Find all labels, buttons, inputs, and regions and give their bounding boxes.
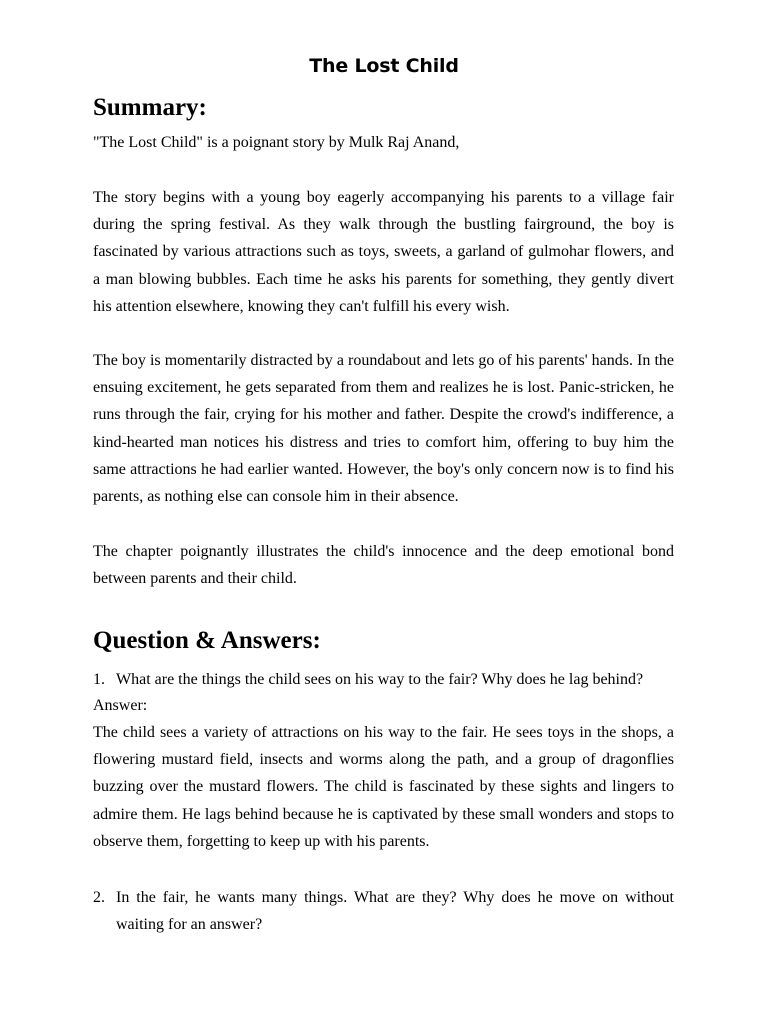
summary-intro: "The Lost Child" is a poignant story by Mulk Raj Anand, [93, 134, 460, 151]
question-number: 1. [93, 671, 105, 688]
summary-heading: Summary: [93, 94, 207, 121]
question-text: What are the things the child sees on his way to the fair? Why does he lag behind? [116, 671, 644, 688]
answer-label: Answer: [93, 697, 148, 714]
summary-paragraph-3: The chapter poignantly illustrates the child's innocence and the deep emotional bond between parents and their child. [93, 543, 674, 588]
summary-paragraph-1: The story begins with a young boy eagerly accompanying his parents to a village fair during the spring festival. As they walk through the bustling fairground, the boy is fascinated by various attractions such as toys, sweets, a garland of gulmohar flowers, and a man blowing bubbles. Each time he asks his parents for something, they gently divert his attention elsewhere, knowing they can't fulfill his every wish. [93, 189, 674, 315]
question-2 [93, 884, 674, 938]
question-1 [93, 666, 674, 693]
answer-1: The child sees a variety of attractions on his way to the fair. He sees toys in the shops, a flowering mustard field, insects and worms along the path, and a group of dragonflies buzzing over the mustard flowers. The child is fascinated by these sights and lingers to admire them. He lags behind because he is captivated by these small wonders and stops to observe them, forgetting to keep up with his parents. [93, 724, 674, 850]
question-number: 2. [93, 889, 105, 906]
document-title: The Lost Child [309, 55, 459, 77]
question-text: In the fair, he wants many things. What are they? Why does he move on without waiting for an answer? [116, 889, 674, 934]
qa-heading: Question & Answers: [93, 627, 321, 654]
summary-paragraph-2: The boy is momentarily distracted by a roundabout and lets go of his parents' hands. In the ensuing excitement, he gets separated from them and realizes he is lost. Panic-stricken, he runs through the fair, crying for his mother and father. Despite the crowd's indifference, a kind-hearted man notices his distress and tries to comfort him, offering to buy him the same attractions he had earlier wanted. However, the boy's only concern now is to find his parents, as nothing else can console him in their absence. [93, 352, 674, 506]
